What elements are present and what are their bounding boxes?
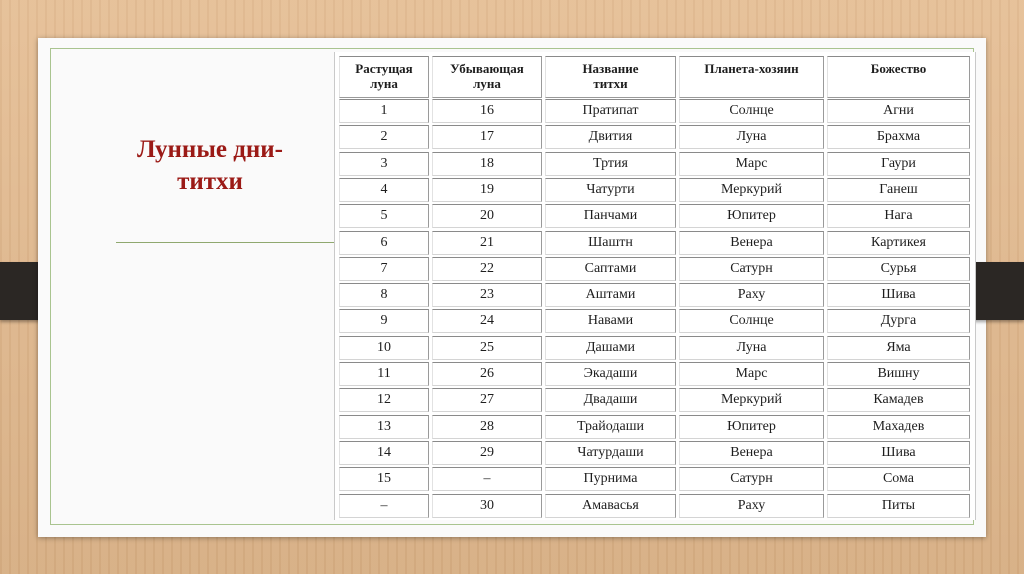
- slide-title-line-1: Лунные дни-: [137, 136, 283, 163]
- cell-ruling-planet: Юпитер: [679, 204, 824, 228]
- cell-tithi-name: Саптами: [545, 257, 676, 281]
- cell-waning-moon: 17: [432, 125, 542, 149]
- cell-waning-moon: 18: [432, 152, 542, 176]
- cell-ruling-planet: Марс: [679, 362, 824, 386]
- cell-waning-moon: 30: [432, 494, 542, 518]
- cell-deity: Агни: [827, 99, 970, 123]
- header-ruling-planet: [679, 56, 824, 98]
- header-line: титхи: [593, 76, 628, 91]
- cell-deity: Ганеш: [827, 178, 970, 202]
- cell-ruling-planet: Луна: [679, 125, 824, 149]
- cell-tithi-name: Шаштн: [545, 231, 676, 255]
- header-line: Убывающая: [450, 61, 524, 76]
- cell-waxing-moon: 3: [339, 152, 429, 176]
- title-underline: [116, 242, 336, 243]
- cell-waxing-moon: 14: [339, 441, 429, 465]
- cell-waning-moon: 20: [432, 204, 542, 228]
- header-line: Божество: [870, 61, 927, 76]
- cell-waxing-moon: 10: [339, 336, 429, 360]
- cell-waxing-moon: 9: [339, 309, 429, 333]
- cell-tithi-name: Двития: [545, 125, 676, 149]
- slide-title: [100, 134, 320, 198]
- cell-waxing-moon: 1: [339, 99, 429, 123]
- cell-ruling-planet: Сатурн: [679, 257, 824, 281]
- cell-waning-moon: 22: [432, 257, 542, 281]
- cell-deity: Яма: [827, 336, 970, 360]
- cell-tithi-name: Двадаши: [545, 388, 676, 412]
- cell-tithi-name: Панчами: [545, 204, 676, 228]
- cell-waxing-moon: 13: [339, 415, 429, 439]
- cell-tithi-name: Экадаши: [545, 362, 676, 386]
- cell-deity: Шива: [827, 283, 970, 307]
- cell-tithi-name: Тртия: [545, 152, 676, 176]
- cell-ruling-planet: Венера: [679, 441, 824, 465]
- cell-tithi-name: Чатурдаши: [545, 441, 676, 465]
- decorative-strap-right: [968, 262, 1024, 320]
- cell-deity: Вишну: [827, 362, 970, 386]
- cell-ruling-planet: Юпитер: [679, 415, 824, 439]
- cell-ruling-planet: Раху: [679, 283, 824, 307]
- cell-tithi-name: Пурнима: [545, 467, 676, 491]
- cell-tithi-name: Пратипат: [545, 99, 676, 123]
- cell-ruling-planet: Солнце: [679, 99, 824, 123]
- cell-deity: Сурья: [827, 257, 970, 281]
- cell-tithi-name: Чатурти: [545, 178, 676, 202]
- cell-waning-moon: 28: [432, 415, 542, 439]
- cell-waxing-moon: 7: [339, 257, 429, 281]
- cell-waning-moon: 16: [432, 99, 542, 123]
- cell-deity: Гаури: [827, 152, 970, 176]
- cell-deity: Сома: [827, 467, 970, 491]
- header-line: Растущая: [355, 61, 413, 76]
- cell-waxing-moon: 15: [339, 467, 429, 491]
- header-line: Название: [582, 61, 639, 76]
- cell-waning-moon: 24: [432, 309, 542, 333]
- cell-waning-moon: 19: [432, 178, 542, 202]
- cell-waxing-moon: 12: [339, 388, 429, 412]
- header-waning-moon: [432, 56, 542, 98]
- header-deity: [827, 56, 970, 98]
- cell-deity: Картикея: [827, 231, 970, 255]
- cell-waning-moon: –: [432, 467, 542, 491]
- cell-ruling-planet: Марс: [679, 152, 824, 176]
- cell-ruling-planet: Солнце: [679, 309, 824, 333]
- tithi-table: [334, 52, 976, 520]
- cell-deity: Махадев: [827, 415, 970, 439]
- cell-waxing-moon: 4: [339, 178, 429, 202]
- cell-waning-moon: 26: [432, 362, 542, 386]
- cell-deity: Камадев: [827, 388, 970, 412]
- cell-tithi-name: Амавасья: [545, 494, 676, 518]
- cell-deity: Дурга: [827, 309, 970, 333]
- slide-title-line-2: титхи: [177, 168, 243, 195]
- cell-waning-moon: 27: [432, 388, 542, 412]
- cell-waxing-moon: –: [339, 494, 429, 518]
- cell-waning-moon: 23: [432, 283, 542, 307]
- cell-waxing-moon: 5: [339, 204, 429, 228]
- cell-ruling-planet: Меркурий: [679, 388, 824, 412]
- cell-tithi-name: Аштами: [545, 283, 676, 307]
- cell-waxing-moon: 8: [339, 283, 429, 307]
- cell-ruling-planet: Луна: [679, 336, 824, 360]
- cell-waxing-moon: 6: [339, 231, 429, 255]
- header-line: луна: [370, 76, 398, 91]
- cell-tithi-name: Навами: [545, 309, 676, 333]
- cell-ruling-planet: Раху: [679, 494, 824, 518]
- cell-ruling-planet: Венера: [679, 231, 824, 255]
- cell-deity: Шива: [827, 441, 970, 465]
- cell-deity: Питы: [827, 494, 970, 518]
- cell-ruling-planet: Сатурн: [679, 467, 824, 491]
- header-line: Планета-хозяин: [704, 61, 799, 76]
- cell-tithi-name: Дашами: [545, 336, 676, 360]
- header-tithi-name: [545, 56, 676, 98]
- cell-waxing-moon: 2: [339, 125, 429, 149]
- cell-deity: Нага: [827, 204, 970, 228]
- cell-waning-moon: 29: [432, 441, 542, 465]
- cell-deity: Брахма: [827, 125, 970, 149]
- cell-ruling-planet: Меркурий: [679, 178, 824, 202]
- cell-tithi-name: Трайодаши: [545, 415, 676, 439]
- cell-waning-moon: 21: [432, 231, 542, 255]
- cell-waxing-moon: 11: [339, 362, 429, 386]
- header-waxing-moon: [339, 56, 429, 98]
- header-line: луна: [473, 76, 501, 91]
- cell-waning-moon: 25: [432, 336, 542, 360]
